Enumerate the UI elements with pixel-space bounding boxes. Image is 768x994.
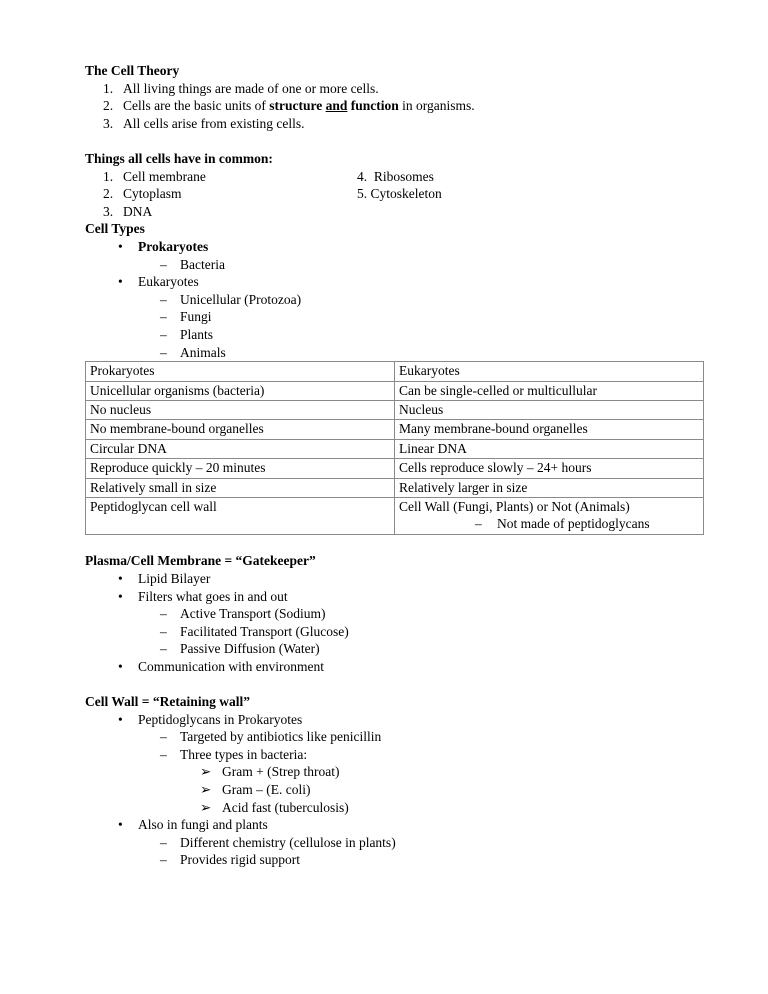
dash-bullet-icon: – (160, 729, 167, 745)
prokaryote-eukaryote-comparison-table (85, 361, 704, 535)
section-heading-plasma-membrane: Plasma/Cell Membrane = “Gatekeeper” (85, 553, 316, 569)
table-cell: Can be single-celled or multicullular (395, 381, 704, 400)
bullet-icon: • (118, 570, 123, 586)
dash-bullet-icon: – (160, 309, 167, 325)
list-item-text: Lipid Bilayer (138, 570, 211, 586)
list-item (85, 80, 689, 98)
table-cell: Reproduce quickly – 20 minutes (86, 459, 395, 478)
table-cell-sub-item (399, 515, 699, 532)
list-item (85, 97, 689, 115)
list-item (85, 763, 689, 781)
list-item-text: Facilitated Transport (Glucose) (180, 623, 349, 639)
bullet-icon: • (118, 238, 123, 254)
list-item-text: All living things are made of one or more cells. (123, 80, 379, 96)
list-item-text: Prokaryotes (138, 238, 209, 254)
table-cell (395, 497, 704, 534)
list-item (85, 238, 689, 256)
bullet-icon: • (118, 711, 123, 727)
blank-line (85, 535, 689, 553)
list-item (85, 746, 689, 764)
list-item-text (123, 97, 689, 115)
list-item (85, 326, 689, 344)
dash-bullet-icon: – (160, 291, 167, 307)
section-heading-cell-wall: Cell Wall = “Retaining wall” (85, 694, 250, 710)
bullet-icon: • (118, 274, 123, 290)
dash-bullet-icon: – (160, 344, 167, 360)
dash-bullet-icon: – (160, 623, 167, 639)
dash-bullet-icon: – (160, 746, 167, 762)
list-item-text: DNA (123, 203, 153, 219)
table-cell-sub-text: Not made of peptidoglycans (497, 516, 650, 532)
list-item (85, 728, 689, 746)
list-marker: 1. (103, 168, 114, 184)
list-item-text: Unicellular (Protozoa) (180, 291, 302, 307)
list-item (85, 834, 689, 852)
list-item-text: Cell membrane (123, 168, 206, 184)
list-item-text: Active Transport (Sodium) (180, 606, 326, 622)
text-bold-underline-and: and (325, 98, 348, 114)
list-item-text: Filters what goes in and out (138, 588, 288, 604)
list-item (85, 658, 689, 676)
list-item-text: Provides rigid support (180, 852, 300, 868)
arrow-bullet-icon: ➢ (200, 799, 212, 815)
table-cell: Eukaryotes (395, 362, 704, 381)
list-item-text: Three types in bacteria: (180, 746, 308, 762)
table-cell: Circular DNA (86, 439, 395, 458)
table-cell: Unicellular organisms (bacteria) (86, 381, 395, 400)
table-cell: No nucleus (86, 400, 395, 419)
list-item (85, 344, 689, 362)
list-item-text: Plants (180, 326, 214, 342)
list-item (85, 781, 689, 799)
list-item-text: Gram + (Strep throat) (222, 764, 340, 780)
list-item-text: Eukaryotes (138, 274, 199, 290)
table-cell: Relatively small in size (86, 478, 395, 497)
list-item (85, 623, 689, 641)
table-cell: Many membrane-bound organelles (395, 420, 704, 439)
list-marker: 2. (103, 98, 114, 114)
dash-bullet-icon: – (475, 516, 482, 532)
list-item-text: Bacteria (180, 256, 225, 272)
bullet-icon: • (118, 588, 123, 604)
section-heading-cell-types: Cell Types (85, 221, 145, 237)
bullet-icon: • (118, 817, 123, 833)
list-item-text: Acid fast (tuberculosis) (222, 799, 349, 815)
text-post: in organisms. (398, 98, 475, 114)
table-row (86, 459, 704, 478)
dash-bullet-icon: – (160, 606, 167, 622)
list-item-text: Peptidoglycans in Prokaryotes (138, 711, 303, 727)
list-item (85, 799, 689, 817)
list-item (357, 185, 657, 203)
list-item (85, 851, 689, 869)
list-marker: 3. (103, 115, 114, 131)
list-marker: 1. (103, 80, 114, 96)
list-item-text: Targeted by antibiotics like penicillin (180, 729, 382, 745)
blank-line (85, 676, 689, 694)
arrow-bullet-icon: ➢ (200, 782, 212, 798)
common-items-column-right (357, 168, 657, 203)
table-row (86, 400, 704, 419)
document-body (85, 62, 689, 869)
list-item-text: Communication with environment (138, 658, 324, 674)
table-row (86, 362, 704, 381)
list-item (85, 308, 689, 326)
list-item (85, 570, 689, 588)
section-heading-cell-theory: The Cell Theory (85, 63, 180, 78)
dash-bullet-icon: – (160, 852, 167, 868)
table-cell: Relatively larger in size (395, 478, 704, 497)
table-cell-main-text: Cell Wall (Fungi, Plants) or Not (Animals) (399, 498, 630, 514)
list-item (85, 711, 689, 729)
table-row (86, 420, 704, 439)
text-bold-structure: structure (269, 98, 326, 114)
list-item (85, 203, 689, 221)
list-item-text: Also in fungi and plants (138, 817, 268, 833)
list-marker: 3. (103, 203, 114, 219)
list-item (85, 640, 689, 658)
list-item-text: Ribosomes (367, 168, 434, 184)
text-pre: Cells are the basic units of (123, 98, 270, 114)
table-row (86, 381, 704, 400)
section-heading-common-things: Things all cells have in common: (85, 150, 273, 166)
dash-bullet-icon: – (160, 326, 167, 342)
table-cell: Cells reproduce slowly – 24+ hours (395, 459, 704, 478)
list-marker: 4. (357, 168, 368, 184)
dash-bullet-icon: – (160, 641, 167, 657)
list-item (85, 115, 689, 133)
table-cell: Linear DNA (395, 439, 704, 458)
dash-bullet-icon: – (160, 256, 167, 272)
list-item-text: Animals (180, 344, 226, 360)
list-item (85, 273, 689, 291)
blank-line (85, 132, 689, 150)
list-item-text: Different chemistry (cellulose in plants) (180, 834, 396, 850)
list-item (85, 816, 689, 834)
list-marker: 5. (357, 186, 368, 202)
table-row (86, 439, 704, 458)
list-item-text: Gram – (E. coli) (222, 782, 311, 798)
list-item-text: Passive Diffusion (Water) (180, 641, 320, 657)
list-item (85, 256, 689, 274)
table-cell: No membrane-bound organelles (86, 420, 395, 439)
list-item (85, 588, 689, 606)
table-row (86, 497, 704, 534)
dash-bullet-icon: – (160, 834, 167, 850)
table-cell: Nucleus (395, 400, 704, 419)
list-item-text: All cells arise from existing cells. (123, 115, 305, 131)
list-item (85, 291, 689, 309)
common-items-two-column-list (85, 168, 689, 221)
list-item-text: Fungi (180, 309, 212, 325)
table-cell: Prokaryotes (86, 362, 395, 381)
bullet-icon: • (118, 658, 123, 674)
list-marker: 2. (103, 186, 114, 202)
list-item-text: Cytoskeleton (367, 186, 442, 202)
arrow-bullet-icon: ➢ (200, 764, 212, 780)
table-row (86, 478, 704, 497)
text-bold-function: function (347, 98, 399, 114)
list-item (357, 168, 657, 186)
list-item-text: Cytoplasm (123, 186, 182, 202)
list-item (85, 605, 689, 623)
table-cell: Peptidoglycan cell wall (86, 497, 395, 534)
